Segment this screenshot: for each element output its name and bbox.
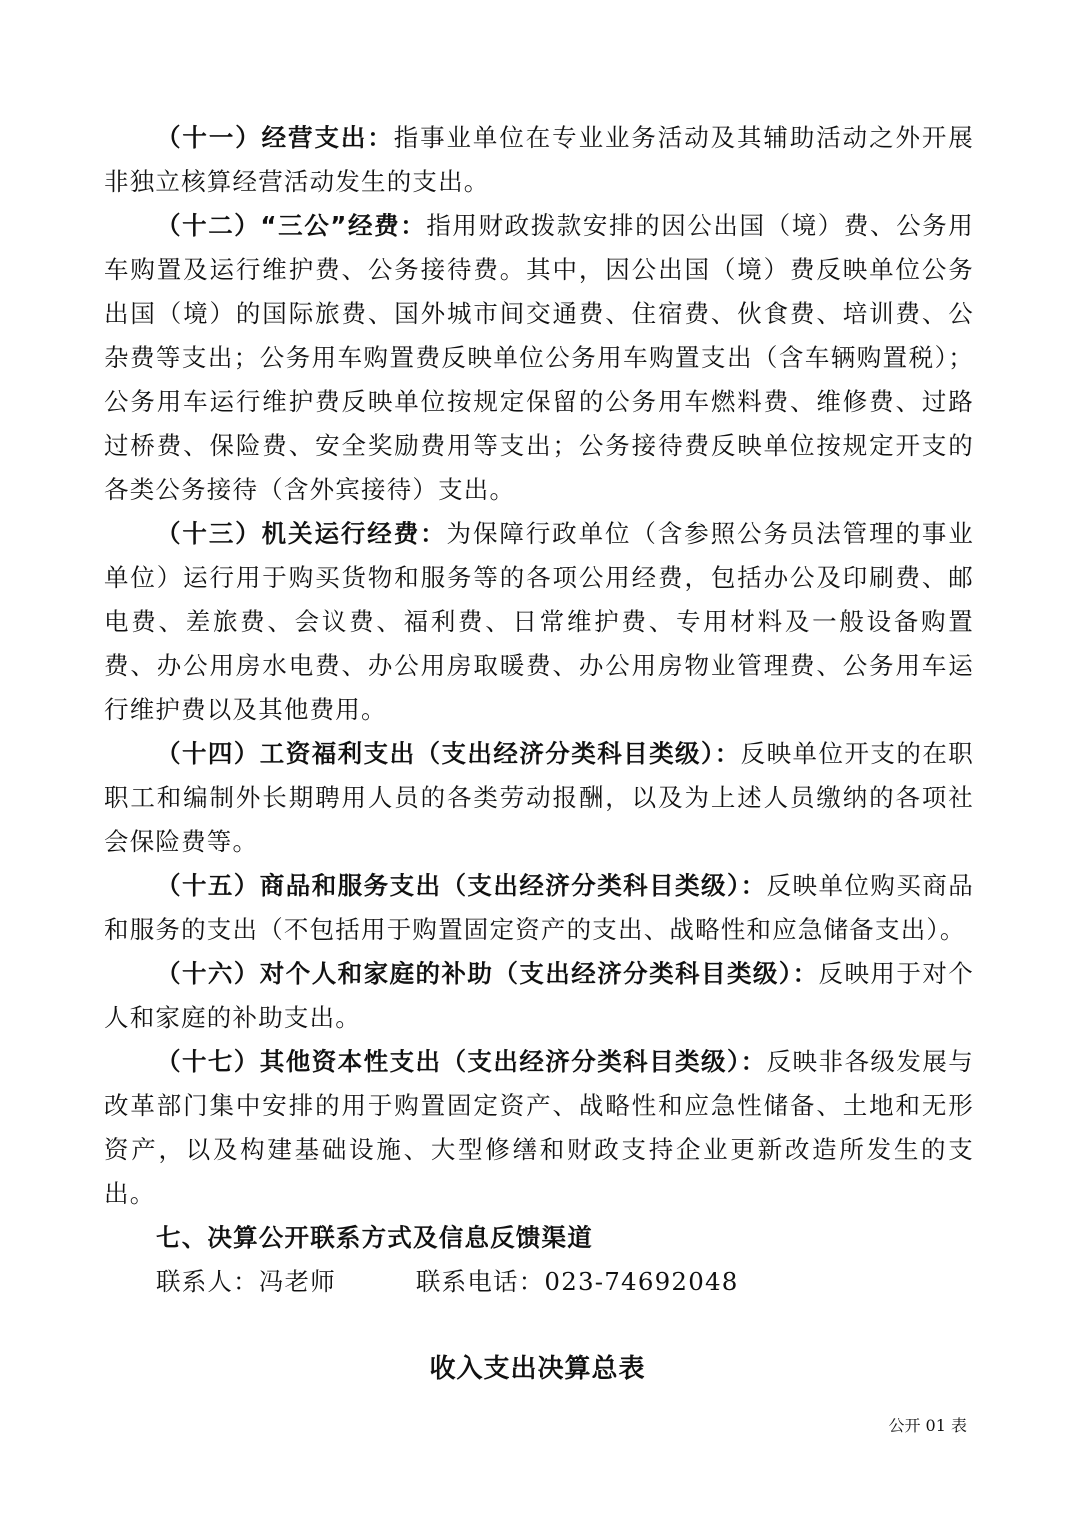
term-separator: ：: [740, 1047, 767, 1076]
section-heading: 七、决算公开联系方式及信息反馈渠道: [156, 1223, 593, 1252]
phone-number: 023-74692048: [544, 1267, 739, 1296]
definition-term: （十四）工资福利支出（支出经济分类科目类级）: [156, 739, 715, 768]
definition-text: 反映单位开支的在职职工和编制外长期聘用人员的各类劳动报酬，以及为上述人员缴纳的各项社会保险费等。: [104, 739, 974, 856]
definition-paragraph: [104, 732, 974, 864]
contact-person: 冯老师: [258, 1267, 336, 1296]
definition-text: 指事业单位在专业业务活动及其辅助活动之外开展非独立核算经营活动发生的支出。: [104, 123, 974, 196]
definition-text: 为保障行政单位（含参照公务员法管理的事业单位）运行用于购买货物和服务等的各项公用经费，包括办公及印刷费、邮电费、差旅费、会议费、福利费、日常维护费、专用材料及一般设备购置费、办公用房水电费、办公用房取暖费、办公用房物业管理费、公务用车运行维护费以及其他费用。: [104, 519, 975, 724]
definition-term: （十三）机关运行经费: [156, 519, 421, 548]
definition-paragraph: [104, 864, 974, 952]
definition-paragraph: [104, 116, 974, 204]
definition-term: （十七）其他资本性支出（支出经济分类科目类级）: [156, 1047, 741, 1076]
definition-paragraph: [104, 512, 974, 732]
definition-paragraph: [104, 1040, 974, 1216]
term-separator: ：: [367, 123, 394, 152]
definition-term: （十六）对个人和家庭的补助（支出经济分类科目类级）: [156, 959, 793, 988]
definition-text: 反映用于对个人和家庭的补助支出。: [104, 959, 974, 1032]
contact-line: [104, 1260, 974, 1304]
definition-text: 反映非各级发展与改革部门集中安排的用于购置固定资产、战略性和应急性储备、土地和无形资产，以及构建基础设施、大型修缮和财政支持企业更新改造所发生的支出。: [104, 1047, 974, 1208]
term-separator: ：: [420, 519, 447, 548]
term-separator: ：: [792, 959, 819, 988]
term-separator: ：: [400, 211, 427, 240]
definition-text: 反映单位购买商品和服务的支出（不包括用于购置固定资产的支出、战略性和应急储备支出）。: [104, 871, 974, 944]
definition-text: 指用财政拨款安排的因公出国（境）费、公务用车购置及运行维护费、公务接待费。其中，因公出国（境）费反映单位公务出国（境）的国际旅费、国外城市间交通费、住宿费、伙食费、培训费、公杂费等支出；公务用车购置费反映单位公务用车购置支出（含车辆购置税）；公务用车运行维护费反映单位按规定保留的公务用车燃料费、维修费、过路过桥费、保险费、安全奖励费用等支出；公务接待费反映单位按规定开支的各类公务接待（含外宾接待）支出。: [104, 211, 974, 504]
definition-paragraph: [104, 204, 974, 512]
definition-term: （十一）经营支出: [156, 123, 368, 152]
table-title: 收入支出决算总表: [429, 1354, 646, 1384]
definition-term: （十五）商品和服务支出（支出经济分类科目类级）: [156, 871, 741, 900]
phone-label: 联系电话：: [415, 1267, 545, 1296]
term-separator: ：: [740, 871, 767, 900]
definition-term: （十二）“三公”经费: [156, 211, 401, 240]
table-code: 公开 01 表: [888, 1416, 967, 1435]
definition-paragraph: [104, 952, 974, 1040]
document-body: [104, 116, 974, 1304]
contact-person-label: 联系人：: [156, 1267, 259, 1296]
term-separator: ：: [714, 739, 741, 768]
